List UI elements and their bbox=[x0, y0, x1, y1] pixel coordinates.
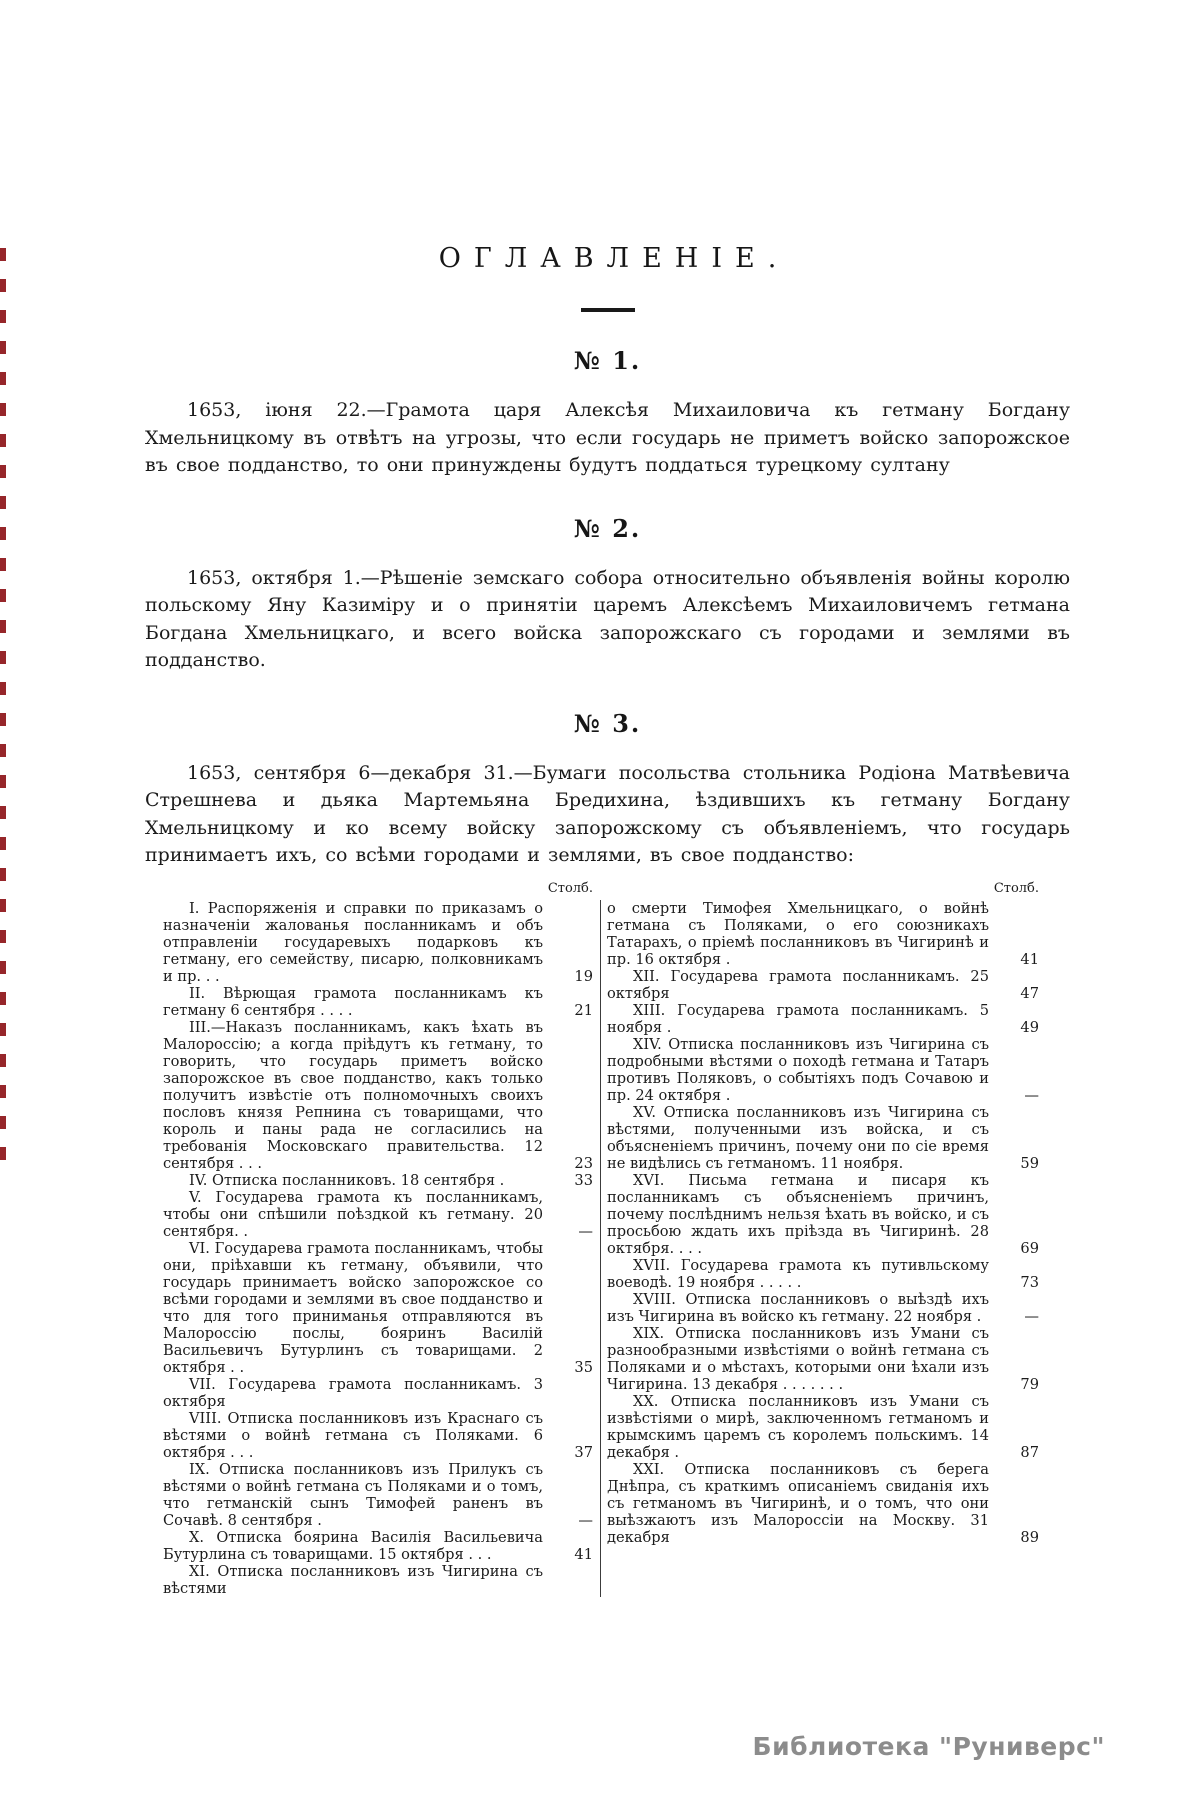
toc-item-text: XI. Отписка посланниковъ изъ Чигирина съ вѣстями bbox=[163, 1562, 543, 1597]
column-divider-rule bbox=[600, 900, 601, 1597]
toc-item bbox=[607, 968, 1039, 1002]
column-header-left: Столб. bbox=[547, 880, 593, 896]
section-2-number: № 2. bbox=[573, 513, 642, 543]
section-2-summary: 1653, октября 1.—Рѣшеніе земскаго собора относительно объявленія войны королю польскому Яну Казиміру и о принятіи царемъ Алексѣемъ Михаиловичемъ гетмана Богдана Хмельницкаго, и всего войска запорожскаго съ городами и землями въ подданство. bbox=[145, 566, 1070, 671]
toc-item bbox=[163, 1376, 593, 1410]
toc-item-page-number: — bbox=[578, 1222, 593, 1240]
toc-item-page-number: 49 bbox=[1020, 1018, 1039, 1036]
toc-item-text: XIV. Отписка посланниковъ изъ Чигирина съ подробными вѣстями о походѣ гетмана и Татаръ противъ Поляковъ, о событіяхъ подъ Сочавою и пр. 24 октября . bbox=[607, 1035, 989, 1104]
section-3-number: № 3. bbox=[573, 708, 642, 738]
toc-item-text: XVIII. Отписка посланниковъ о выѣздѣ ихъ изъ Чигирина въ войско къ гетману. 22 ноября . bbox=[607, 1290, 989, 1325]
toc-item-page-number: — bbox=[1024, 1086, 1039, 1104]
toc-item bbox=[607, 1461, 1039, 1546]
toc-item-text: I. Распоряженія и справки по приказамъ о назначеніи жалованья посланникамъ и объ отправленіи государевыхъ подарковъ къ гетману, его семейству, писарю, полковникамъ и пр. . . bbox=[163, 899, 543, 985]
toc-item-page-number: 89 bbox=[1020, 1528, 1039, 1546]
toc-item bbox=[163, 1240, 593, 1376]
toc-item-text: XII. Государева грамота посланникамъ. 25 октября bbox=[607, 967, 989, 1002]
toc-item bbox=[163, 1410, 593, 1461]
title-rule bbox=[581, 308, 635, 312]
toc-item-page-number: 73 bbox=[1020, 1273, 1039, 1291]
toc-item-text: X. Отписка боярина Василія Васильевича Бутурлина съ товарищами. 15 октября . . . bbox=[163, 1528, 543, 1563]
book-page-scan bbox=[0, 243, 1200, 1805]
watermark: Библиотека "Руниверс" bbox=[752, 1732, 1105, 1761]
toc-item-text: XVI. Письма гетмана и писаря къ посланникамъ съ объясненіемъ причинъ, почему послѣднимъ нельзя ѣхать въ войско, и съ просьбою ждать ихъ пріѣзда въ Чигиринѣ. 28 октября. . . . bbox=[607, 1171, 989, 1257]
toc-item-page-number: — bbox=[578, 1511, 593, 1529]
toc-item-page-number: 47 bbox=[1020, 984, 1039, 1002]
toc-item-text: III.—Наказъ посланникамъ, какъ ѣхать въ Малороссію; а когда пріѣдутъ къ гетману, то говорить, что государь приметъ войско запорожское въ свое подданство, какъ только получитъ извѣстіе отъ полномочныхъ своихъ пословъ князя Репнина съ товарищами, что король и паны рада не согласились на требованія Московскаго правительства. 12 сентября . . . bbox=[163, 1018, 543, 1172]
toc-item bbox=[607, 900, 1039, 968]
toc-item bbox=[607, 1104, 1039, 1172]
toc-item-text: IX. Отписка посланниковъ изъ Прилукъ съ вѣстями о войнѣ гетмана съ Поляками и о томъ, что гетманскій сынъ Тимофей раненъ въ Сочавѣ. 8 сентября . bbox=[163, 1460, 543, 1529]
toc-item-text: о смерти Тимофея Хмельницкаго, о войнѣ гетмана съ Поляками, о его союзникахъ Татарахъ, о пріемѣ посланниковъ въ Чигиринѣ и пр. 16 октября . bbox=[607, 899, 989, 968]
toc-item bbox=[607, 1325, 1039, 1393]
toc-item-page-number: 79 bbox=[1020, 1375, 1039, 1393]
toc-item-page-number: 19 bbox=[574, 967, 593, 985]
toc-item bbox=[163, 1172, 593, 1189]
toc-item-page-number: 23 bbox=[574, 1154, 593, 1172]
toc-item-text: VII. Государева грамота посланникамъ. 3 октября bbox=[163, 1375, 543, 1410]
header-spacer bbox=[593, 880, 607, 897]
toc-item-text: VI. Государева грамота посланникамъ, чтобы они, пріѣхавши къ гетману, объявили, что государь принимаетъ войско запорожское со всѣми городами и землями въ свое подданство и что для того приниманья отправляются въ Малороссію послы, бояринъ Василій Васильевичъ Бутурлинъ съ товарищами. 2 октября . . bbox=[163, 1239, 543, 1376]
toc-item bbox=[607, 1036, 1039, 1104]
toc-item-text: XX. Отписка посланниковъ изъ Умани съ извѣстіями о мирѣ, заключенномъ гетманомъ и крымскимъ царемъ съ королемъ польскимъ. 14 декабря . bbox=[607, 1392, 989, 1461]
toc-item bbox=[163, 1529, 593, 1563]
page-content bbox=[0, 243, 1200, 1597]
toc-item-text: XVII. Государева грамота къ путивльскому воеводѣ. 19 ноября . . . . . bbox=[607, 1256, 989, 1291]
toc-item-text: IV. Отписка посланниковъ. 18 сентября . bbox=[189, 1171, 505, 1189]
toc-item bbox=[163, 1019, 593, 1172]
toc-left-column bbox=[163, 900, 593, 1597]
toc-body bbox=[163, 900, 1070, 1597]
column-header-right: Столб. bbox=[993, 880, 1039, 896]
toc-item-page-number: 41 bbox=[1020, 950, 1039, 968]
scan-edge-marks bbox=[0, 248, 6, 1160]
toc-item-page-number: 33 bbox=[574, 1171, 593, 1189]
toc-item-text: II. Вѣрющая грамота посланникамъ къ гетману 6 сентября . . . . bbox=[163, 984, 543, 1019]
toc-item bbox=[163, 985, 593, 1019]
toc-right-column bbox=[607, 900, 1039, 1597]
toc-item-text: VIII. Отписка посланниковъ изъ Краснаго съ вѣстями о войнѣ гетмана съ Поляками. 6 октября . . . bbox=[163, 1409, 543, 1461]
page-title: ОГЛАВЛЕНІЕ. bbox=[438, 243, 790, 274]
toc-item bbox=[163, 1189, 593, 1240]
toc-item-page-number: 21 bbox=[574, 1001, 593, 1019]
section-1-number: № 1. bbox=[573, 346, 642, 375]
toc-item bbox=[607, 1393, 1039, 1461]
toc-item bbox=[607, 1002, 1039, 1036]
toc-item bbox=[607, 1172, 1039, 1257]
toc-item bbox=[163, 900, 593, 985]
toc-item-text: XIX. Отписка посланниковъ изъ Умани съ разнообразными извѣстіями о войнѣ гетмана съ Поляками и о мѣстахъ, которыми они ѣхали изъ Чигирина. 13 декабря . . . . . . . bbox=[607, 1324, 989, 1393]
toc-item-text: XIII. Государева грамота посланникамъ. 5 ноября . bbox=[607, 1001, 989, 1036]
toc-item-page-number: 59 bbox=[1020, 1154, 1039, 1172]
toc-item bbox=[163, 1461, 593, 1529]
toc-item bbox=[163, 1563, 593, 1597]
toc-column-headers bbox=[163, 880, 1070, 897]
toc-item-page-number: 69 bbox=[1020, 1239, 1039, 1257]
toc-item-page-number: — bbox=[1024, 1307, 1039, 1325]
toc-item-page-number: 41 bbox=[574, 1545, 593, 1563]
toc-item-text: V. Государева грамота къ посланникамъ, чтобы они спѣшили поѣздкой къ гетману. 20 сентября. . bbox=[163, 1188, 543, 1240]
section-1-summary: 1653, іюня 22.—Грамота царя Алексѣя Михаиловича къ гетману Богдану Хмельницкому въ отвѣтъ на угрозы, что если государь не приметъ войско запорожское въ свое подданство, то они принуждены будутъ поддаться турецкому султану bbox=[145, 399, 1070, 476]
toc-item-text: XXI. Отписка посланниковъ съ берега Днѣпра, съ краткимъ описаніемъ свиданія ихъ съ гетманомъ въ Чигиринѣ, и о томъ, что они выѣзжаютъ изъ Малороссіи на Москву. 31 декабря bbox=[607, 1460, 989, 1546]
toc-item-page-number: 87 bbox=[1020, 1443, 1039, 1461]
section-3-summary: 1653, сентября 6—декабря 31.—Бумаги посольства стольника Родіона Матвѣевича Стрешнева и дьяка Мартемьяна Бредихина, ѣздившихъ къ гетману Богдану Хмельницкому и ко всему войску запорожскому съ объявленіемъ, что государь принимаетъ ихъ, со всѣми городами и землями, въ свое подданство: bbox=[145, 761, 1070, 866]
table-of-contents bbox=[163, 880, 1070, 1597]
toc-item bbox=[607, 1257, 1039, 1291]
toc-item-page-number: 35 bbox=[574, 1358, 593, 1376]
toc-item-text: XV. Отписка посланниковъ изъ Чигирина съ вѣстями, полученными изъ войска, и съ объясненіемъ причинъ, почему они по сіе время не видѣлись съ гетманомъ. 11 ноября. bbox=[607, 1103, 989, 1172]
toc-item bbox=[607, 1291, 1039, 1325]
toc-item-page-number: 37 bbox=[574, 1443, 593, 1461]
